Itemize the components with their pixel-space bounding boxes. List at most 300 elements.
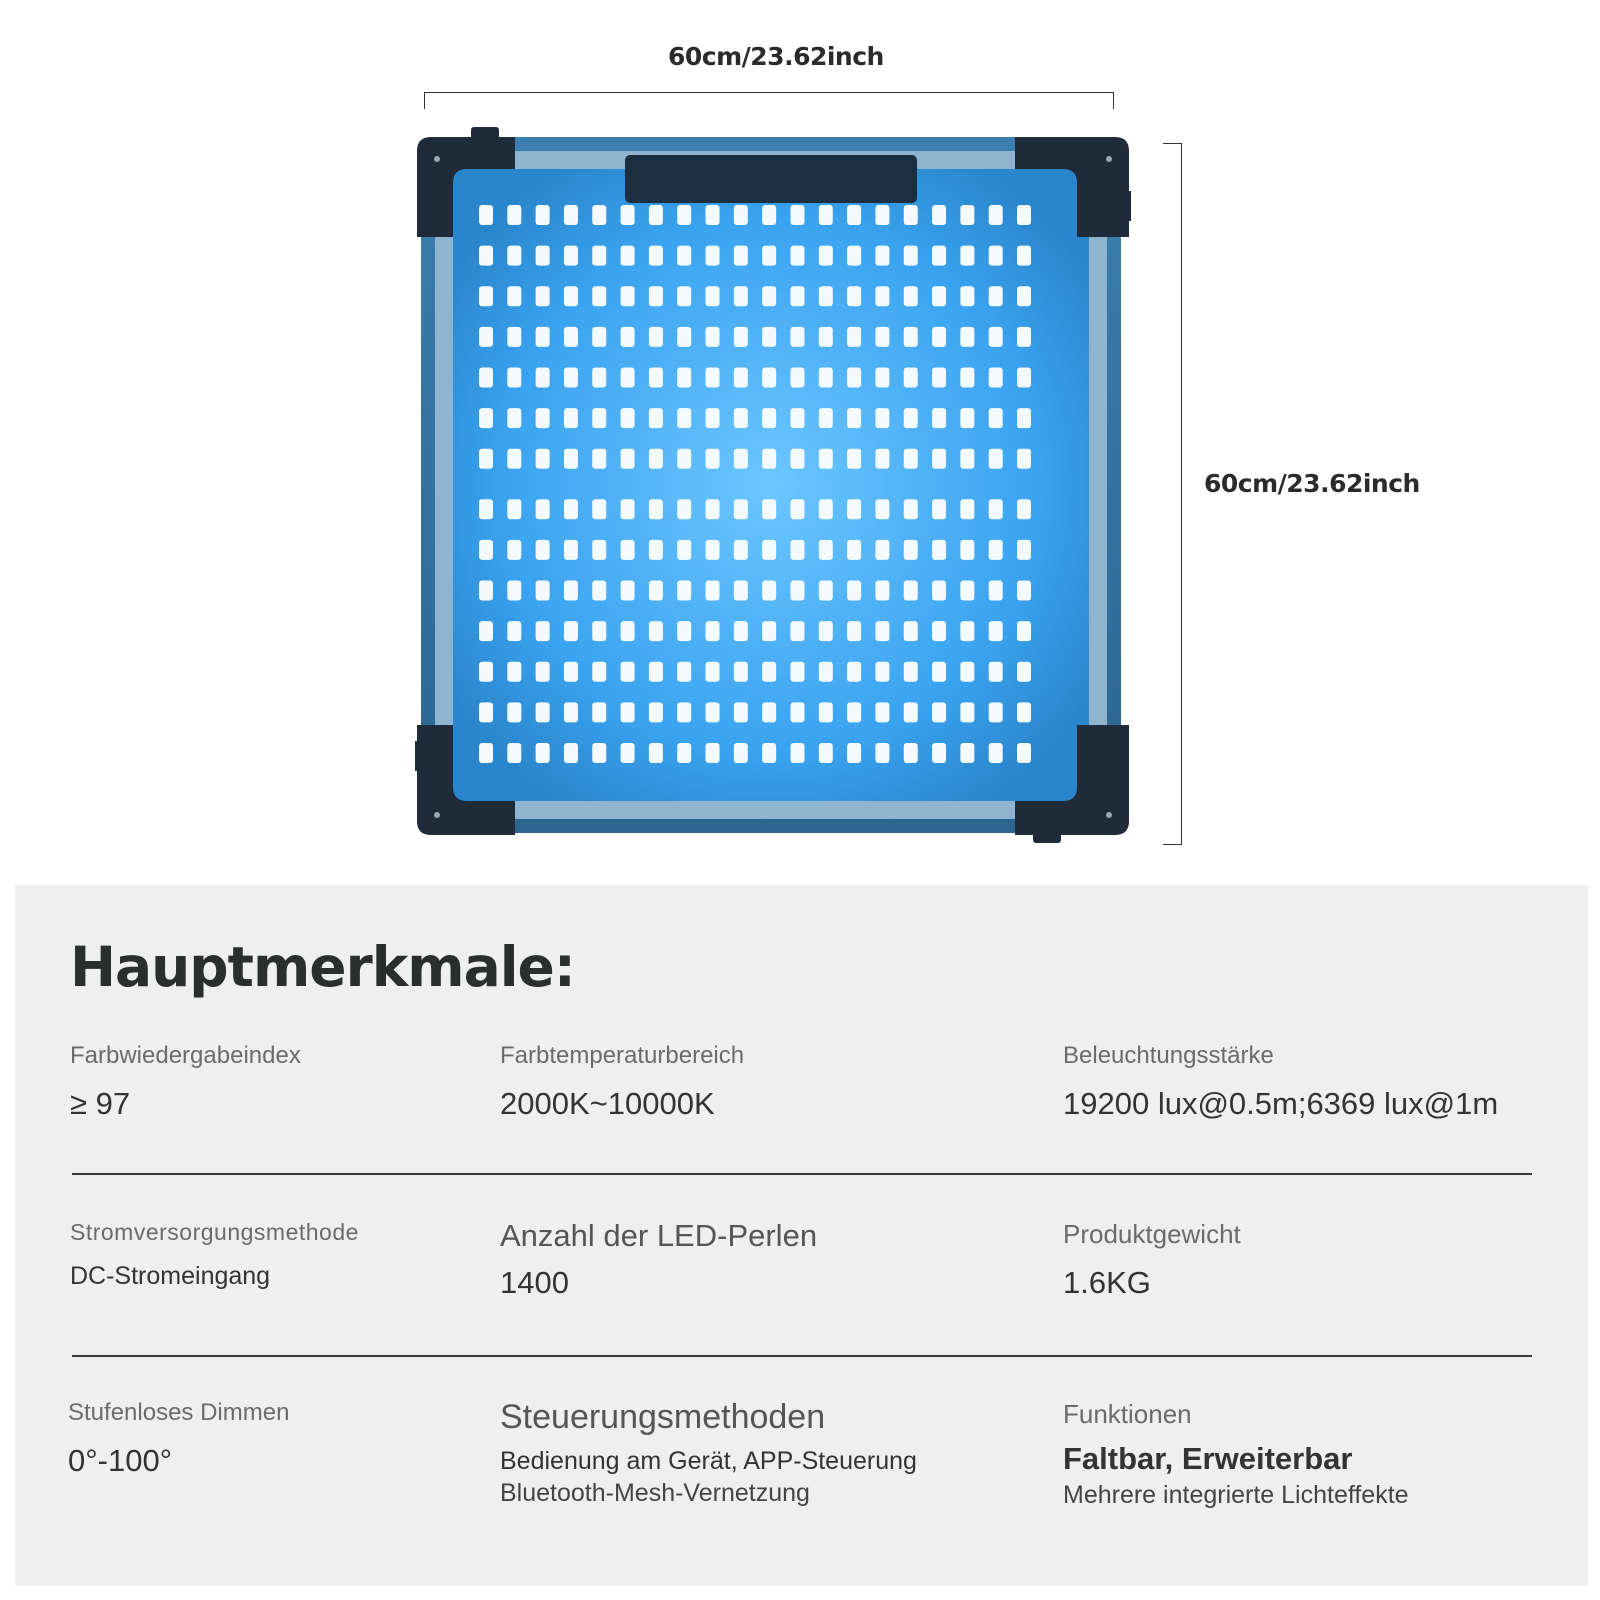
led-bead bbox=[734, 581, 748, 601]
led-bead bbox=[734, 286, 748, 306]
clip-left bbox=[415, 741, 419, 771]
led-bead bbox=[1017, 540, 1031, 560]
led-bead bbox=[706, 662, 720, 682]
led-bead bbox=[507, 327, 521, 347]
led-bead bbox=[706, 702, 720, 722]
feature-weight bbox=[1063, 1219, 1241, 1303]
led-bead bbox=[536, 540, 550, 560]
led-bead bbox=[989, 581, 1003, 601]
led-bead bbox=[904, 205, 918, 225]
led-bead bbox=[677, 743, 691, 763]
led-bead bbox=[507, 743, 521, 763]
led-bead bbox=[904, 621, 918, 641]
led-bead bbox=[932, 581, 946, 601]
led-bead bbox=[479, 540, 493, 560]
led-bead bbox=[904, 246, 918, 266]
led-bead bbox=[677, 408, 691, 428]
led-bead bbox=[621, 581, 635, 601]
led-bead bbox=[507, 621, 521, 641]
led-bead bbox=[960, 408, 974, 428]
led-bead bbox=[536, 367, 550, 387]
feature-cri bbox=[70, 1042, 301, 1124]
led-bead bbox=[564, 286, 578, 306]
led-bead bbox=[507, 286, 521, 306]
led-bead bbox=[847, 367, 861, 387]
led-bead bbox=[790, 702, 804, 722]
led-bead bbox=[904, 408, 918, 428]
led-bead bbox=[847, 662, 861, 682]
feature-control-methods bbox=[500, 1397, 917, 1510]
led-bead bbox=[564, 367, 578, 387]
led-bead bbox=[564, 449, 578, 469]
led-bead bbox=[734, 408, 748, 428]
led-bead bbox=[762, 581, 776, 601]
led-bead bbox=[762, 327, 776, 347]
led-bead bbox=[592, 581, 606, 601]
led-bead bbox=[677, 662, 691, 682]
led-bead bbox=[960, 540, 974, 560]
led-bead bbox=[621, 662, 635, 682]
led-bead bbox=[706, 499, 720, 519]
led-bead bbox=[1017, 449, 1031, 469]
led-bead bbox=[507, 702, 521, 722]
led-bead bbox=[564, 540, 578, 560]
led-bead bbox=[479, 327, 493, 347]
led-bead bbox=[904, 449, 918, 469]
led-bead bbox=[790, 743, 804, 763]
led-bead bbox=[507, 367, 521, 387]
row-divider bbox=[72, 1355, 1532, 1357]
led-bead bbox=[592, 621, 606, 641]
led-bead bbox=[677, 367, 691, 387]
feature-label: Farbtemperaturbereich bbox=[500, 1042, 745, 1069]
clip-bottom bbox=[1033, 831, 1061, 843]
feature-value-secondary: Bluetooth-Mesh-Vernetzung bbox=[500, 1479, 810, 1508]
led-bead bbox=[564, 621, 578, 641]
led-bead bbox=[762, 205, 776, 225]
led-bead bbox=[875, 581, 889, 601]
led-bead bbox=[904, 581, 918, 601]
feature-label: Stromversorgungsmethode bbox=[70, 1219, 359, 1245]
features-section bbox=[15, 885, 1588, 1586]
led-bead bbox=[819, 662, 833, 682]
feature-value: 19200 lux@0.5m;6369 lux@1m bbox=[1063, 1085, 1499, 1121]
led-bead bbox=[677, 702, 691, 722]
height-dimension-bracket bbox=[1163, 143, 1182, 845]
led-bead bbox=[1017, 581, 1031, 601]
led-bead bbox=[649, 662, 663, 682]
clip-top bbox=[471, 127, 499, 139]
led-bead bbox=[819, 743, 833, 763]
led-bead bbox=[932, 702, 946, 722]
led-bead bbox=[592, 449, 606, 469]
led-bead bbox=[649, 581, 663, 601]
led-bead bbox=[989, 205, 1003, 225]
led-bead bbox=[507, 540, 521, 560]
control-module bbox=[625, 155, 917, 203]
led-bead bbox=[904, 327, 918, 347]
led-bead bbox=[734, 367, 748, 387]
feature-label: Produktgewicht bbox=[1063, 1219, 1241, 1249]
led-bead bbox=[847, 449, 861, 469]
led-bead bbox=[734, 540, 748, 560]
led-bead bbox=[479, 205, 493, 225]
feature-dimming bbox=[68, 1399, 289, 1481]
led-bead bbox=[819, 246, 833, 266]
led-bead bbox=[762, 408, 776, 428]
led-bead bbox=[847, 743, 861, 763]
feature-illuminance bbox=[1063, 1042, 1498, 1124]
clip-right bbox=[1127, 191, 1131, 221]
led-bead bbox=[762, 449, 776, 469]
led-bead bbox=[649, 540, 663, 560]
led-bead bbox=[677, 621, 691, 641]
feature-power-supply bbox=[70, 1219, 359, 1292]
led-bead bbox=[762, 662, 776, 682]
led-bead bbox=[706, 327, 720, 347]
led-bead bbox=[564, 205, 578, 225]
led-bead bbox=[734, 449, 748, 469]
led-bead bbox=[875, 540, 889, 560]
led-bead bbox=[592, 286, 606, 306]
led-bead bbox=[536, 408, 550, 428]
led-bead bbox=[479, 581, 493, 601]
led-bead bbox=[904, 743, 918, 763]
led-bead bbox=[536, 246, 550, 266]
led-bead bbox=[847, 702, 861, 722]
led-bead bbox=[649, 408, 663, 428]
led-bead bbox=[479, 367, 493, 387]
led-bead bbox=[790, 499, 804, 519]
led-bead bbox=[706, 205, 720, 225]
led-bead bbox=[536, 499, 550, 519]
led-bead bbox=[677, 286, 691, 306]
led-bead bbox=[989, 621, 1003, 641]
led-bead bbox=[592, 205, 606, 225]
led-bead bbox=[790, 286, 804, 306]
led-bead bbox=[847, 499, 861, 519]
led-bead bbox=[989, 449, 1003, 469]
feature-label: Beleuchtungsstärke bbox=[1063, 1042, 1274, 1069]
led-bead bbox=[507, 246, 521, 266]
feature-value: Faltbar, Erweiterbar bbox=[1063, 1441, 1353, 1477]
feature-label: Anzahl der LED-Perlen bbox=[500, 1218, 818, 1253]
led-bead bbox=[790, 540, 804, 560]
led-bead bbox=[621, 499, 635, 519]
led-bead bbox=[649, 702, 663, 722]
led-bead bbox=[790, 246, 804, 266]
led-bead bbox=[649, 367, 663, 387]
led-panel-image bbox=[415, 125, 1131, 843]
led-bead bbox=[790, 581, 804, 601]
led-bead bbox=[677, 327, 691, 347]
led-bead bbox=[479, 246, 493, 266]
led-bead bbox=[592, 743, 606, 763]
led-bead bbox=[677, 499, 691, 519]
led-bead bbox=[507, 408, 521, 428]
led-bead bbox=[564, 702, 578, 722]
led-bead bbox=[507, 499, 521, 519]
led-bead bbox=[960, 449, 974, 469]
feature-label: Steuerungsmethoden bbox=[500, 1398, 826, 1436]
led-bead bbox=[649, 621, 663, 641]
led-bead bbox=[592, 408, 606, 428]
led-bead bbox=[904, 367, 918, 387]
led-bead bbox=[706, 367, 720, 387]
led-bead bbox=[536, 702, 550, 722]
led-bead bbox=[904, 286, 918, 306]
led-bead bbox=[875, 621, 889, 641]
led-panel-illustration bbox=[415, 125, 1131, 843]
led-bead bbox=[932, 540, 946, 560]
led-bead bbox=[649, 246, 663, 266]
led-bead bbox=[706, 449, 720, 469]
led-bead bbox=[536, 327, 550, 347]
feature-label: Stufenloses Dimmen bbox=[68, 1399, 290, 1426]
led-bead bbox=[932, 662, 946, 682]
led-bead bbox=[819, 205, 833, 225]
led-bead bbox=[706, 408, 720, 428]
feature-functions bbox=[1063, 1399, 1409, 1511]
led-bead bbox=[649, 499, 663, 519]
led-bead bbox=[479, 499, 493, 519]
led-bead bbox=[536, 581, 550, 601]
led-bead bbox=[592, 499, 606, 519]
led-bead bbox=[819, 621, 833, 641]
led-bead bbox=[847, 540, 861, 560]
led-bead bbox=[847, 246, 861, 266]
led-bead bbox=[621, 286, 635, 306]
led-bead bbox=[706, 540, 720, 560]
led-bead bbox=[989, 743, 1003, 763]
led-bead bbox=[592, 246, 606, 266]
led-bead bbox=[875, 499, 889, 519]
led-bead bbox=[960, 621, 974, 641]
led-bead bbox=[875, 246, 889, 266]
led-bead bbox=[649, 205, 663, 225]
led-bead bbox=[875, 408, 889, 428]
led-bead bbox=[621, 408, 635, 428]
led-bead bbox=[1017, 367, 1031, 387]
led-bead bbox=[932, 367, 946, 387]
led-bead bbox=[875, 743, 889, 763]
led-bead bbox=[649, 743, 663, 763]
led-bead bbox=[960, 246, 974, 266]
feature-value: 1.6KG bbox=[1063, 1265, 1151, 1301]
led-bead bbox=[989, 662, 1003, 682]
led-bead bbox=[960, 367, 974, 387]
led-bead bbox=[904, 702, 918, 722]
led-bead bbox=[564, 499, 578, 519]
feature-value: ≥ 97 bbox=[70, 1085, 131, 1121]
led-bead bbox=[960, 205, 974, 225]
led-bead bbox=[507, 449, 521, 469]
led-bead bbox=[932, 246, 946, 266]
led-bead bbox=[960, 662, 974, 682]
led-bead bbox=[960, 702, 974, 722]
led-bead bbox=[592, 662, 606, 682]
led-bead bbox=[677, 540, 691, 560]
led-bead bbox=[564, 327, 578, 347]
led-bead bbox=[790, 327, 804, 347]
led-bead bbox=[819, 499, 833, 519]
led-bead bbox=[734, 246, 748, 266]
led-bead bbox=[1017, 246, 1031, 266]
led-bead bbox=[932, 286, 946, 306]
led-bead bbox=[734, 702, 748, 722]
led-bead bbox=[734, 327, 748, 347]
led-bead bbox=[621, 449, 635, 469]
led-bead bbox=[734, 205, 748, 225]
led-bead bbox=[507, 205, 521, 225]
led-bead bbox=[649, 327, 663, 347]
led-bead bbox=[989, 327, 1003, 347]
led-bead bbox=[875, 449, 889, 469]
led-bead bbox=[649, 449, 663, 469]
led-bead bbox=[989, 286, 1003, 306]
led-bead bbox=[790, 205, 804, 225]
led-bead bbox=[734, 621, 748, 641]
feature-value-secondary: Mehrere integrierte Lichteffekte bbox=[1063, 1480, 1409, 1509]
led-bead bbox=[847, 408, 861, 428]
led-bead bbox=[960, 743, 974, 763]
led-bead bbox=[989, 499, 1003, 519]
led-bead bbox=[621, 205, 635, 225]
led-bead bbox=[592, 327, 606, 347]
led-bead bbox=[875, 662, 889, 682]
led-bead bbox=[989, 408, 1003, 428]
row-divider bbox=[72, 1173, 1532, 1175]
led-bead bbox=[592, 540, 606, 560]
led-bead bbox=[875, 205, 889, 225]
led-bead bbox=[762, 367, 776, 387]
led-bead bbox=[960, 499, 974, 519]
led-bead bbox=[536, 621, 550, 641]
led-bead bbox=[989, 702, 1003, 722]
led-bead bbox=[875, 702, 889, 722]
led-bead bbox=[875, 367, 889, 387]
led-bead bbox=[621, 621, 635, 641]
led-bead bbox=[592, 367, 606, 387]
led-bead bbox=[1017, 205, 1031, 225]
led-bead bbox=[536, 743, 550, 763]
led-bead bbox=[564, 581, 578, 601]
led-bead bbox=[875, 327, 889, 347]
led-bead bbox=[847, 286, 861, 306]
led-bead bbox=[904, 540, 918, 560]
led-bead bbox=[621, 743, 635, 763]
led-bead bbox=[932, 327, 946, 347]
led-bead bbox=[479, 449, 493, 469]
led-bead bbox=[762, 540, 776, 560]
feature-value: 1400 bbox=[500, 1265, 569, 1301]
led-bead bbox=[819, 367, 833, 387]
led-bead bbox=[960, 581, 974, 601]
led-bead bbox=[1017, 702, 1031, 722]
led-bead bbox=[536, 662, 550, 682]
led-bead bbox=[621, 540, 635, 560]
led-bead bbox=[819, 286, 833, 306]
feature-color-temperature bbox=[500, 1042, 744, 1124]
led-bead bbox=[621, 246, 635, 266]
led-bead bbox=[762, 499, 776, 519]
led-bead bbox=[564, 408, 578, 428]
feature-label: Funktionen bbox=[1063, 1399, 1192, 1429]
led-bead bbox=[904, 662, 918, 682]
led-bead bbox=[762, 702, 776, 722]
led-bead bbox=[1017, 408, 1031, 428]
led-bead bbox=[479, 286, 493, 306]
led-bead bbox=[706, 743, 720, 763]
led-bead bbox=[536, 205, 550, 225]
led-bead bbox=[1017, 286, 1031, 306]
led-bead bbox=[819, 327, 833, 347]
led-bead bbox=[847, 205, 861, 225]
width-dimension-bracket bbox=[424, 92, 1114, 109]
led-bead bbox=[479, 408, 493, 428]
led-bead bbox=[790, 449, 804, 469]
led-bead bbox=[706, 246, 720, 266]
led-bead bbox=[536, 449, 550, 469]
feature-value: DC-Stromeingang bbox=[70, 1261, 271, 1290]
led-bead bbox=[677, 246, 691, 266]
led-bead bbox=[677, 449, 691, 469]
led-bead bbox=[479, 702, 493, 722]
led-bead bbox=[989, 246, 1003, 266]
led-bead bbox=[564, 662, 578, 682]
led-bead bbox=[960, 286, 974, 306]
led-bead bbox=[1017, 327, 1031, 347]
led-bead bbox=[592, 702, 606, 722]
feature-value: 0°-100° bbox=[68, 1442, 173, 1478]
led-bead bbox=[734, 499, 748, 519]
led-bead bbox=[989, 540, 1003, 560]
led-bead bbox=[1017, 499, 1031, 519]
led-bead bbox=[734, 662, 748, 682]
led-bead bbox=[847, 621, 861, 641]
led-bead bbox=[734, 743, 748, 763]
led-bead bbox=[989, 367, 1003, 387]
feature-label: Farbwiedergabeindex bbox=[70, 1042, 301, 1069]
led-bead bbox=[847, 581, 861, 601]
led-bead bbox=[960, 327, 974, 347]
led-bead bbox=[762, 246, 776, 266]
led-bead bbox=[1017, 743, 1031, 763]
width-dimension-label: 60cm/23.62inch bbox=[668, 42, 884, 71]
led-bead bbox=[1017, 621, 1031, 641]
led-bead bbox=[1017, 662, 1031, 682]
led-bead bbox=[932, 408, 946, 428]
led-bead bbox=[819, 449, 833, 469]
led-bead bbox=[564, 743, 578, 763]
led-bead bbox=[790, 367, 804, 387]
features-title: Hauptmerkmale: bbox=[70, 935, 575, 999]
led-bead bbox=[790, 408, 804, 428]
led-bead bbox=[819, 581, 833, 601]
led-bead bbox=[507, 662, 521, 682]
led-bead bbox=[507, 581, 521, 601]
led-bead bbox=[536, 286, 550, 306]
led-bead bbox=[932, 449, 946, 469]
led-bead bbox=[621, 327, 635, 347]
led-bead bbox=[819, 540, 833, 560]
led-bead bbox=[819, 408, 833, 428]
led-bead bbox=[479, 662, 493, 682]
led-bead bbox=[762, 286, 776, 306]
led-bead bbox=[706, 621, 720, 641]
led-bead bbox=[621, 702, 635, 722]
led-bead bbox=[706, 581, 720, 601]
